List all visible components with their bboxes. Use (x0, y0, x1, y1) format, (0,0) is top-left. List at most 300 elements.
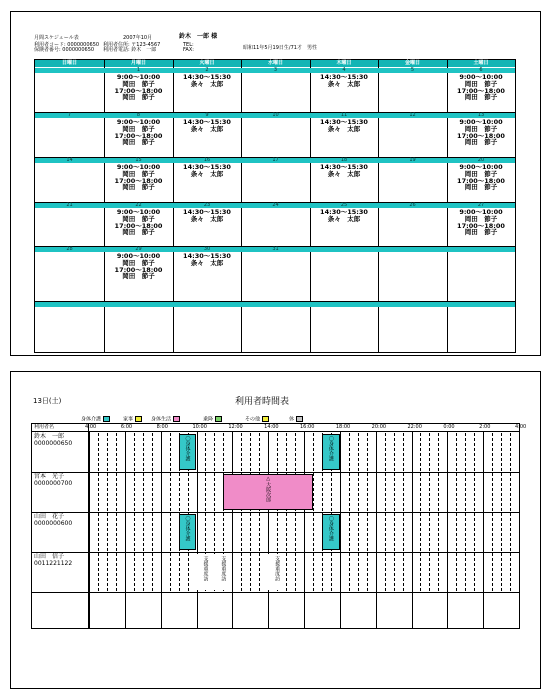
calendar-cell-entry (104, 119, 173, 146)
calendar-grid (34, 59, 516, 353)
calendar-date: 26 (409, 202, 416, 208)
quarter-line (143, 433, 144, 471)
calendar-date: 5 (410, 67, 415, 73)
calendar-entry-line: 岡田 節子 (464, 124, 498, 133)
birth-note: 昭和11年5月19日生/71才 男性 (243, 45, 317, 51)
quarter-line (465, 433, 466, 471)
quarter-line (358, 553, 359, 591)
timetable-grid (31, 423, 527, 629)
hour-line (89, 432, 90, 628)
quarter-line (313, 513, 314, 551)
quarter-line (465, 473, 466, 511)
time-tick-label: 6:00 (120, 424, 133, 430)
quarter-line (223, 433, 224, 471)
quarter-line (134, 513, 135, 551)
quarter-line (277, 433, 278, 471)
insurer-number: 保険者番号: 0000000650 (34, 47, 95, 53)
quarter-line (214, 433, 215, 471)
calendar-entry-line: 14:30〜15:30 (183, 163, 231, 171)
quarter-line (116, 473, 117, 511)
time-tick-label: 14:00 (264, 424, 279, 430)
quarter-line (403, 513, 404, 551)
quarter-line (241, 553, 242, 591)
schedule-block (179, 434, 197, 470)
calendar-entry-line: 条々 太郎 (327, 214, 361, 223)
schedule-user: 鈴木 一郎 様 (179, 33, 218, 40)
quarter-line (429, 433, 430, 471)
quarter-line (98, 553, 99, 591)
legend-label: その他 (245, 416, 262, 423)
calendar-cell-entry (447, 209, 515, 236)
calendar-entry-line: 条々 太郎 (327, 169, 361, 178)
calendar-entry-line: 岡田 節子 (122, 258, 155, 267)
calendar-date: 16 (203, 157, 211, 163)
grid-header-line (32, 431, 519, 432)
calendar-cell-entry (310, 209, 378, 223)
calendar-entry-line: 条々 太郎 (327, 79, 361, 88)
calendar-date: 11 (340, 112, 348, 118)
quarter-line (331, 553, 332, 591)
calendar-date: 1 (136, 67, 141, 73)
quarter-line (367, 433, 368, 471)
calendar-entry-line: 9:00〜10:00 (459, 163, 503, 171)
calendar-date (310, 302, 378, 307)
user-code: 0000000700 (34, 480, 73, 487)
calendar-entry-line: 14:30〜15:30 (183, 73, 231, 81)
day-header: 木曜日 (310, 60, 378, 67)
quarter-line (223, 513, 224, 551)
calendar-cell-entry (310, 74, 378, 88)
schedule-block-label: 〇身体介護 (184, 516, 191, 541)
legend-swatch (296, 416, 303, 422)
quarter-line (456, 513, 457, 551)
user-row-line (32, 512, 519, 513)
calendar-entry-line: 14:30〜15:30 (183, 118, 231, 126)
time-tick-label: 4:00 (515, 424, 527, 430)
user-row-line (32, 552, 519, 553)
legend-label: 休 (289, 416, 296, 423)
user-name: 鈴木 一郎 (34, 433, 65, 440)
calendar-date: 9 (205, 112, 209, 118)
quarter-line (510, 513, 511, 551)
calendar-entry-line: 14:30〜15:30 (320, 163, 368, 171)
quarter-line (152, 513, 153, 551)
calendar-cell-entry (104, 209, 173, 236)
calendar-entry-line: 岡田 節子 (464, 138, 498, 147)
calendar-cell-entry (310, 119, 378, 133)
calendar-entry-line: 17:00〜18:00 (114, 86, 163, 95)
calendar-date: 7 (67, 112, 72, 118)
quarter-line (295, 433, 296, 471)
calendar-date: 4 (342, 67, 346, 73)
timetable-date: 13日(土) (33, 397, 62, 405)
fax-label: FAX: (183, 47, 194, 53)
calendar-date: 30 (203, 246, 211, 252)
hour-line (340, 432, 341, 628)
calendar-date: 6 (479, 67, 483, 73)
quarter-line (107, 553, 108, 591)
time-tick-label: 20:00 (371, 424, 387, 430)
quarter-line (143, 473, 144, 511)
legend-label: 家事 (123, 416, 135, 423)
calendar-entry-line: 岡田 節子 (464, 214, 498, 223)
legend-swatch (262, 416, 269, 422)
calendar-date: 10 (272, 112, 279, 118)
quarter-line (349, 473, 350, 511)
calendar-date (35, 302, 104, 307)
calendar-entry-line: 9:00〜10:00 (116, 252, 161, 260)
calendar-entry-line: 17:00〜18:00 (114, 221, 163, 230)
quarter-line (259, 433, 260, 471)
calendar-cell-entry (447, 119, 515, 146)
quarter-line (349, 513, 350, 551)
calendar-entry-line: 岡田 節子 (122, 124, 155, 133)
quarter-line (259, 513, 260, 551)
quarter-line (394, 553, 395, 591)
quarter-line (277, 513, 278, 551)
hour-line (125, 432, 126, 628)
calendar-cell-entry (173, 164, 241, 178)
user-name: 山田 信子 (34, 553, 65, 560)
quarter-line (134, 473, 135, 511)
calendar-date: 2 (205, 67, 209, 73)
quarter-line (358, 473, 359, 511)
calendar-entry-line: 17:00〜18:00 (114, 176, 163, 185)
quarter-line (259, 553, 260, 591)
quarter-line (286, 513, 287, 551)
day-header: 月曜日 (104, 60, 173, 67)
quarter-line (385, 433, 386, 471)
quarter-line (205, 513, 206, 551)
quarter-line (456, 433, 457, 471)
quarter-line (394, 473, 395, 511)
calendar-entry-line: 岡田 節子 (122, 214, 155, 223)
calendar-entry-line: 条々 太郎 (327, 124, 361, 133)
quarter-line (107, 513, 108, 551)
calendar-date (104, 302, 173, 307)
legend-swatch (173, 416, 180, 422)
quarter-line (358, 433, 359, 471)
calendar-date (378, 302, 447, 307)
calendar-entry-line: 岡田 節子 (122, 272, 155, 281)
time-tick-label: 2:00 (479, 424, 491, 430)
calendar-entry-line: 岡田 節子 (122, 93, 155, 102)
quarter-line (510, 553, 511, 591)
user-name: 宮本 光子 (34, 473, 65, 480)
quarter-line (420, 473, 421, 511)
calendar-entry-line: 岡田 節子 (464, 79, 498, 88)
time-tick-label: 10:00 (192, 424, 207, 430)
quarter-line (429, 553, 430, 591)
quarter-line (188, 553, 189, 591)
schedule-block-label: 〇身体介護 (327, 436, 334, 461)
quarter-line (98, 433, 99, 471)
quarter-line (420, 553, 421, 591)
schedule-title: 月間スケジュール表 (34, 35, 79, 41)
calendar-entry-line: 条々 太郎 (190, 214, 224, 223)
day-header: 金曜日 (378, 60, 447, 67)
user-code: 0000000600 (34, 520, 73, 527)
quarter-line (331, 473, 332, 511)
schedule-month: 2007年10月 (123, 35, 153, 41)
schedule-block (223, 474, 313, 510)
hour-line (376, 432, 377, 628)
calendar-cell-entry (310, 164, 378, 178)
calendar-entry-line: 岡田 節子 (122, 228, 155, 237)
quarter-line (501, 553, 502, 591)
calendar-date: 17 (272, 157, 279, 163)
time-tick-label: 18:00 (335, 424, 351, 430)
quarter-line (170, 553, 171, 591)
user-address: 利用者住所: 〒123-4567 (103, 42, 161, 48)
calendar-date: 24 (272, 202, 279, 208)
quarter-line (349, 433, 350, 471)
calendar-entry-line: 条々 太郎 (190, 258, 224, 267)
quarter-line (116, 553, 117, 591)
calendar-date: 31 (272, 246, 279, 252)
quarter-line (492, 473, 493, 511)
quarter-line (394, 513, 395, 551)
calendar-cell-entry (104, 74, 173, 101)
quarter-line (179, 473, 180, 511)
quarter-line (510, 473, 511, 511)
hour-line (161, 432, 162, 628)
calendar-entry-line: 9:00〜10:00 (459, 73, 503, 81)
quarter-line (474, 513, 475, 551)
day-header: 火曜日 (173, 60, 241, 67)
monthly-schedule-panel (10, 11, 541, 356)
day-header: 水曜日 (241, 60, 310, 67)
calendar-date: 8 (136, 112, 141, 118)
hour-line (268, 432, 269, 628)
quarter-line (501, 473, 502, 511)
quarter-line (465, 553, 466, 591)
quarter-line (465, 513, 466, 551)
day-header: 土曜日 (447, 60, 515, 67)
calendar-date: 20 (477, 157, 485, 163)
calendar-entry-line: 17:00〜18:00 (457, 176, 505, 185)
timetable-title: 利用者時間表 (235, 397, 290, 407)
quarter-line (429, 513, 430, 551)
name-column-header: 利用者名 (34, 424, 55, 430)
quarter-line (152, 553, 153, 591)
legend-swatch (135, 416, 142, 422)
calendar-entry-line: 9:00〜10:00 (116, 73, 161, 81)
time-tick-label: 16:00 (300, 424, 315, 430)
quarter-line (349, 553, 350, 591)
quarter-line (474, 553, 475, 591)
hour-line (483, 432, 484, 628)
calendar-date (447, 247, 515, 252)
calendar-cell-entry (447, 164, 515, 191)
calendar-cell-entry (104, 253, 173, 280)
quarter-line (313, 473, 314, 511)
calendar-entry-line: 9:00〜10:00 (116, 118, 161, 126)
hour-line (232, 432, 233, 628)
quarter-line (250, 433, 251, 471)
schedule-block-label: 支援重度訪 (202, 556, 209, 581)
calendar-cell-entry (173, 119, 241, 133)
calendar-entry-line: 条々 太郎 (190, 169, 224, 178)
user-timetable-panel (10, 371, 541, 689)
quarter-line (367, 553, 368, 591)
hour-line (197, 432, 198, 628)
legend-swatch (215, 416, 222, 422)
quarter-line (170, 433, 171, 471)
quarter-line (322, 553, 323, 591)
calendar-date (241, 302, 310, 307)
quarter-line (501, 433, 502, 471)
hour-line (304, 432, 305, 628)
schedule-block (268, 554, 286, 590)
calendar-entry-line: 岡田 節子 (122, 183, 155, 192)
quarter-line (116, 513, 117, 551)
quarter-line (394, 433, 395, 471)
quarter-line (367, 473, 368, 511)
legend-label: 身体介護 (81, 416, 103, 423)
day-header: 日曜日 (35, 60, 104, 67)
calendar-cell-entry (447, 74, 515, 101)
quarter-line (107, 473, 108, 511)
quarter-line (134, 553, 135, 591)
calendar-date: 27 (477, 202, 485, 208)
quarter-line (385, 473, 386, 511)
calendar-entry-line: 条々 太郎 (190, 79, 224, 88)
quarter-line (214, 473, 215, 511)
calendar-date: 23 (203, 202, 211, 208)
user-code: 0000000650 (34, 440, 73, 447)
schedule-block (214, 554, 232, 590)
quarter-line (510, 433, 511, 471)
quarter-line (286, 553, 287, 591)
quarter-line (474, 473, 475, 511)
calendar-date: 12 (409, 112, 416, 118)
quarter-line (295, 513, 296, 551)
quarter-line (152, 433, 153, 471)
quarter-line (438, 513, 439, 551)
calendar-entry-line: 9:00〜10:00 (459, 118, 503, 126)
quarter-line (134, 433, 135, 471)
schedule-block-label: 〇身体介護 (327, 516, 334, 541)
calendar-entry-line: 岡田 節子 (122, 79, 155, 88)
user-row-line (32, 472, 519, 473)
calendar-entry-line: 17:00〜18:00 (114, 265, 163, 274)
calendar-entry-line: 14:30〜15:30 (183, 208, 231, 216)
quarter-line (116, 433, 117, 471)
quarter-line (143, 513, 144, 551)
calendar-date: 28 (66, 246, 73, 252)
schedule-block-label: 〇身体介護 (184, 436, 191, 461)
hour-line (447, 432, 448, 628)
quarter-line (214, 513, 215, 551)
time-tick-label: 22:00 (407, 424, 422, 430)
calendar-entry-line: 岡田 節子 (464, 93, 498, 102)
calendar-entry-line: 岡田 節子 (464, 169, 498, 178)
quarter-line (492, 513, 493, 551)
quarter-line (250, 553, 251, 591)
quarter-line (295, 553, 296, 591)
quarter-line (152, 473, 153, 511)
schedule-block (322, 434, 340, 470)
calendar-entry-line: 9:00〜10:00 (116, 163, 161, 171)
time-tick-label: 0:00 (443, 424, 455, 430)
calendar-cell-entry (104, 164, 173, 191)
user-code: 0011221122 (34, 560, 73, 567)
calendar-date: 3 (273, 67, 278, 73)
quarter-line (456, 473, 457, 511)
quarter-line (241, 513, 242, 551)
schedule-block-label: △大阪次郎 (265, 476, 272, 502)
quarter-line (286, 433, 287, 471)
calendar-entry-line: 17:00〜18:00 (457, 86, 505, 95)
quarter-line (429, 473, 430, 511)
calendar-cell-entry (173, 74, 241, 88)
calendar-date (447, 302, 515, 307)
calendar-entry-line: 岡田 節子 (122, 169, 155, 178)
quarter-line (107, 433, 108, 471)
quarter-line (313, 433, 314, 471)
quarter-line (385, 513, 386, 551)
calendar-entry-line: 14:30〜15:30 (320, 118, 368, 126)
calendar-date: 13 (477, 112, 485, 118)
schedule-block-label: 支援重度訪 (220, 556, 227, 581)
user-phone: 利用者電話: 鈴木 一郎 (103, 47, 157, 53)
time-tick-label: 8:00 (156, 424, 168, 430)
quarter-line (492, 433, 493, 471)
quarter-line (98, 473, 99, 511)
calendar-date: 15 (135, 157, 142, 163)
quarter-line (438, 433, 439, 471)
quarter-line (367, 513, 368, 551)
schedule-block (322, 514, 340, 550)
quarter-line (474, 433, 475, 471)
quarter-line (420, 433, 421, 471)
time-tick-label: 12:00 (228, 424, 243, 430)
calendar-entry-line: 9:00〜10:00 (116, 208, 161, 216)
calendar-date: 19 (409, 157, 416, 163)
quarter-line (188, 473, 189, 511)
calendar-date: 22 (135, 202, 142, 208)
quarter-line (179, 553, 180, 591)
quarter-line (143, 553, 144, 591)
calendar-cell-entry (173, 209, 241, 223)
quarter-line (501, 513, 502, 551)
quarter-line (385, 553, 386, 591)
user-code: 利用者コード: 0000000650 (34, 42, 100, 48)
quarter-line (170, 513, 171, 551)
calendar-date: 25 (340, 202, 348, 208)
quarter-line (313, 553, 314, 591)
quarter-line (358, 513, 359, 551)
quarter-line (250, 513, 251, 551)
quarter-line (98, 513, 99, 551)
calendar-entry-line: 岡田 節子 (122, 138, 155, 147)
calendar-entry-line: 9:00〜10:00 (459, 208, 503, 216)
calendar-entry-line: 岡田 節子 (464, 228, 498, 237)
time-tick-label: 4:00 (85, 424, 97, 430)
user-name: 山田 花子 (34, 513, 65, 520)
calendar-date: 14 (66, 157, 73, 163)
quarter-line (456, 553, 457, 591)
calendar-entry-line: 17:00〜18:00 (114, 131, 163, 140)
calendar-date: 21 (66, 202, 73, 208)
user-row-line (32, 592, 519, 593)
calendar-date: 29 (135, 246, 142, 252)
quarter-line (205, 473, 206, 511)
schedule-block (179, 514, 197, 550)
tel-label: TEL: (183, 42, 194, 48)
calendar-date: 18 (340, 157, 348, 163)
